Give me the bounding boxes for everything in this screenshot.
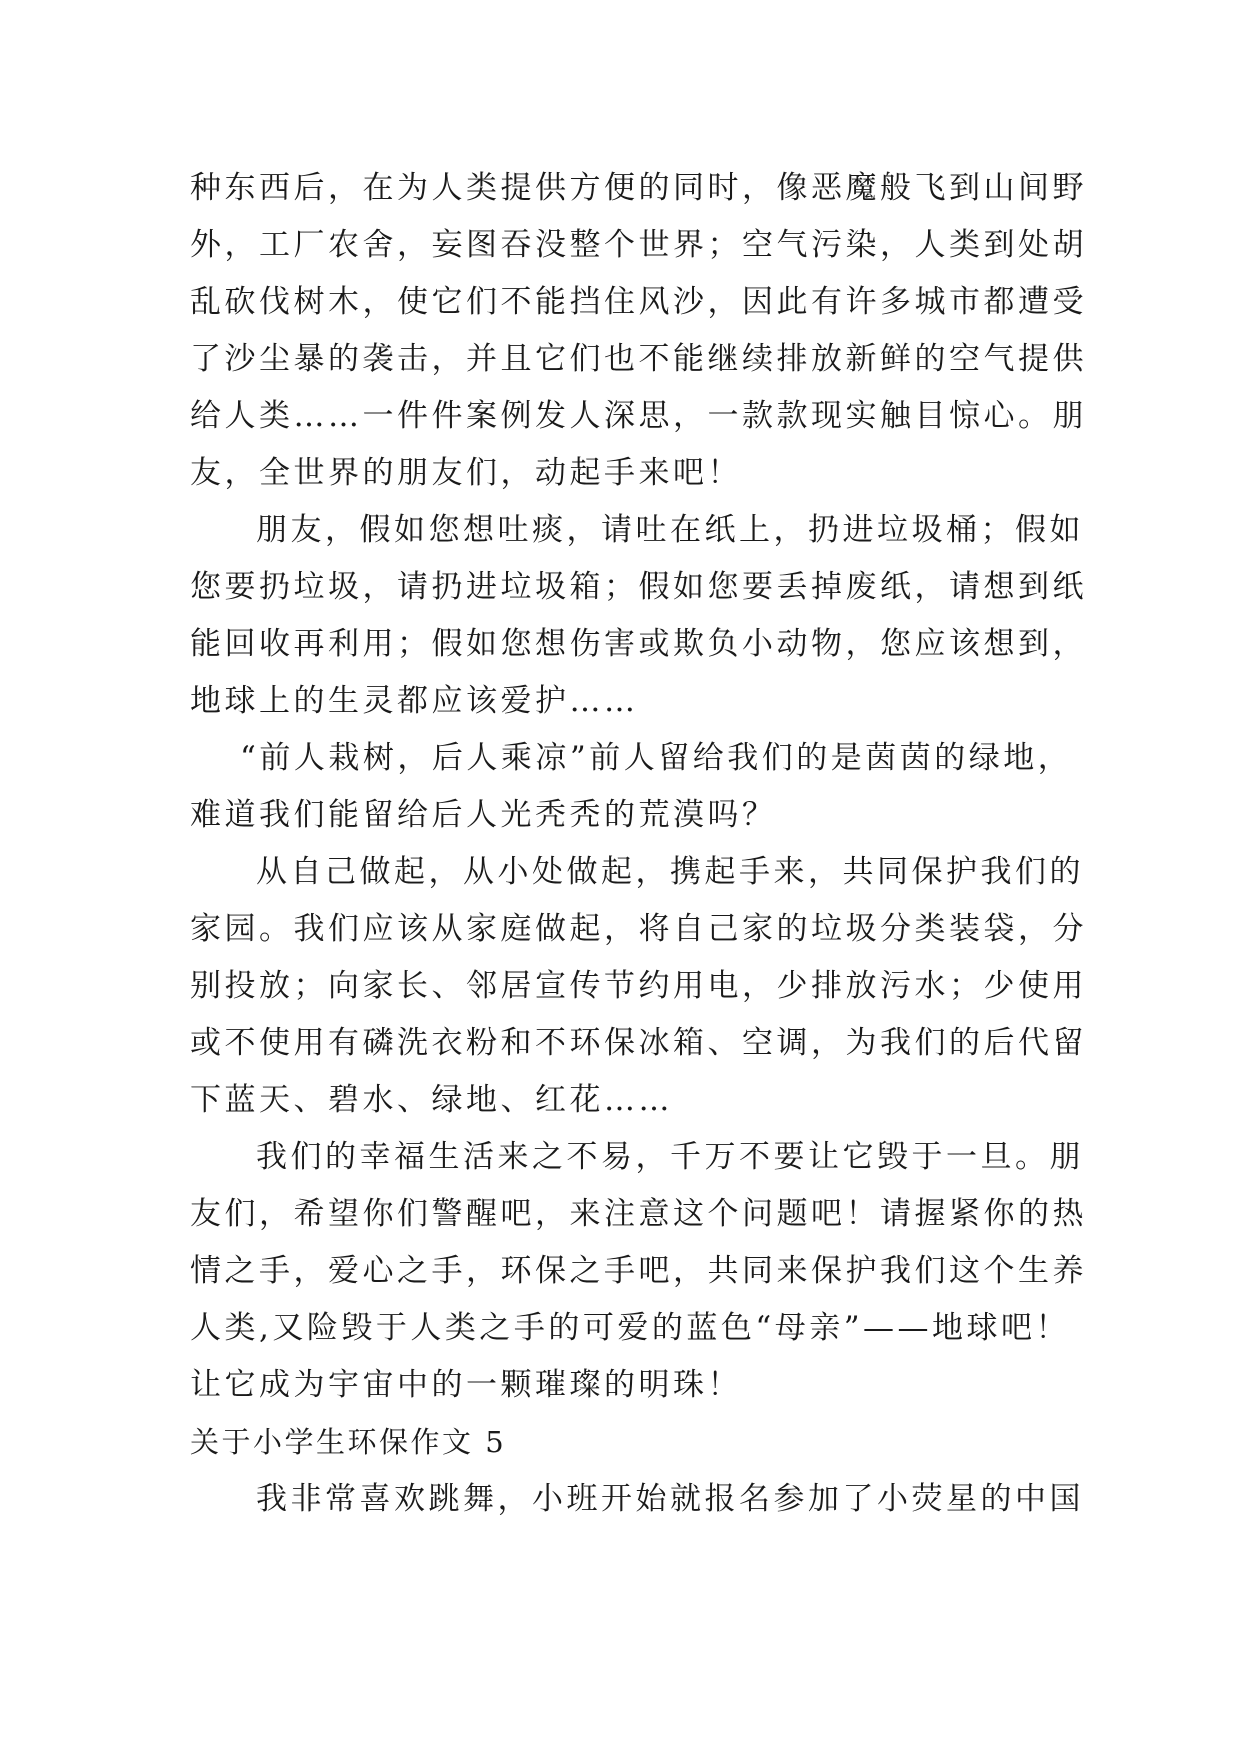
- text-line: 下蓝天、碧水、绿地、红花……: [190, 1082, 673, 1118]
- paragraph-4: [190, 844, 1087, 1129]
- text-line: 难道我们能留给后人光秃秃的荒漠吗？: [190, 797, 777, 833]
- text-line: 种东西后，在为人类提供方便的同时，像恶魔般飞到山间野: [190, 170, 1087, 206]
- text-line: 我非常喜欢跳舞，小班开始就报名参加了小荧星的中国: [256, 1481, 1084, 1517]
- text-line: 情之手，爱心之手，环保之手吧，共同来保护我们这个生养: [190, 1253, 1087, 1289]
- text-line: 了沙尘暴的袭击，并且它们也不能继续排放新鲜的空气提供: [190, 341, 1087, 377]
- paragraph-1: [190, 160, 1087, 502]
- paragraph-3: [190, 730, 1073, 844]
- text-line: 人类,又险毁于人类之手的可爱的蓝色“母亲”——地球吧！: [190, 1310, 1071, 1346]
- paragraph-6: [190, 1471, 1084, 1528]
- text-line: 地球上的生灵都应该爱护……: [190, 683, 639, 719]
- text-line: 或不使用有磷洗衣粉和不环保冰箱、空调，为我们的后代留: [190, 1025, 1087, 1061]
- section-title: 关于小学生环保作文 5: [190, 1425, 507, 1459]
- document-body: [190, 160, 1087, 1528]
- text-line: 家园。我们应该从家庭做起，将自己家的垃圾分类装袋，分: [190, 911, 1087, 947]
- paragraph-5: [190, 1129, 1087, 1414]
- text-line: 能回收再利用；假如您想伤害或欺负小动物，您应该想到，: [190, 626, 1087, 662]
- paragraph-2: [190, 502, 1087, 730]
- text-line: 友们，希望你们警醒吧，来注意这个问题吧！请握紧你的热: [190, 1196, 1087, 1232]
- text-line: 别投放；向家长、邻居宣传节约用电，少排放污水；少使用: [190, 968, 1087, 1004]
- text-line: 您要扔垃圾，请扔进垃圾箱；假如您要丢掉废纸，请想到纸: [190, 569, 1087, 605]
- text-line: 外，工厂农舍，妄图吞没整个世界；空气污染，人类到处胡: [190, 227, 1087, 263]
- text-line: 友，全世界的朋友们，动起手来吧！: [190, 455, 742, 491]
- text-line: 给人类……一件件案例发人深思，一款款现实触目惊心。朋: [190, 398, 1087, 434]
- text-line: 朋友，假如您想吐痰，请吐在纸上，扔进垃圾桶；假如: [256, 512, 1084, 548]
- text-line: 从自己做起，从小处做起，携起手来，共同保护我们的: [256, 854, 1084, 890]
- text-line: 让它成为宇宙中的一颗璀璨的明珠！: [190, 1367, 742, 1403]
- text-line: 我们的幸福生活来之不易，千万不要让它毁于一旦。朋: [256, 1139, 1084, 1175]
- text-line: “前人栽树，后人乘凉”前人留给我们的是茵茵的绿地，: [240, 740, 1073, 776]
- text-line: 乱砍伐树木，使它们不能挡住风沙，因此有许多城市都遭受: [190, 284, 1087, 320]
